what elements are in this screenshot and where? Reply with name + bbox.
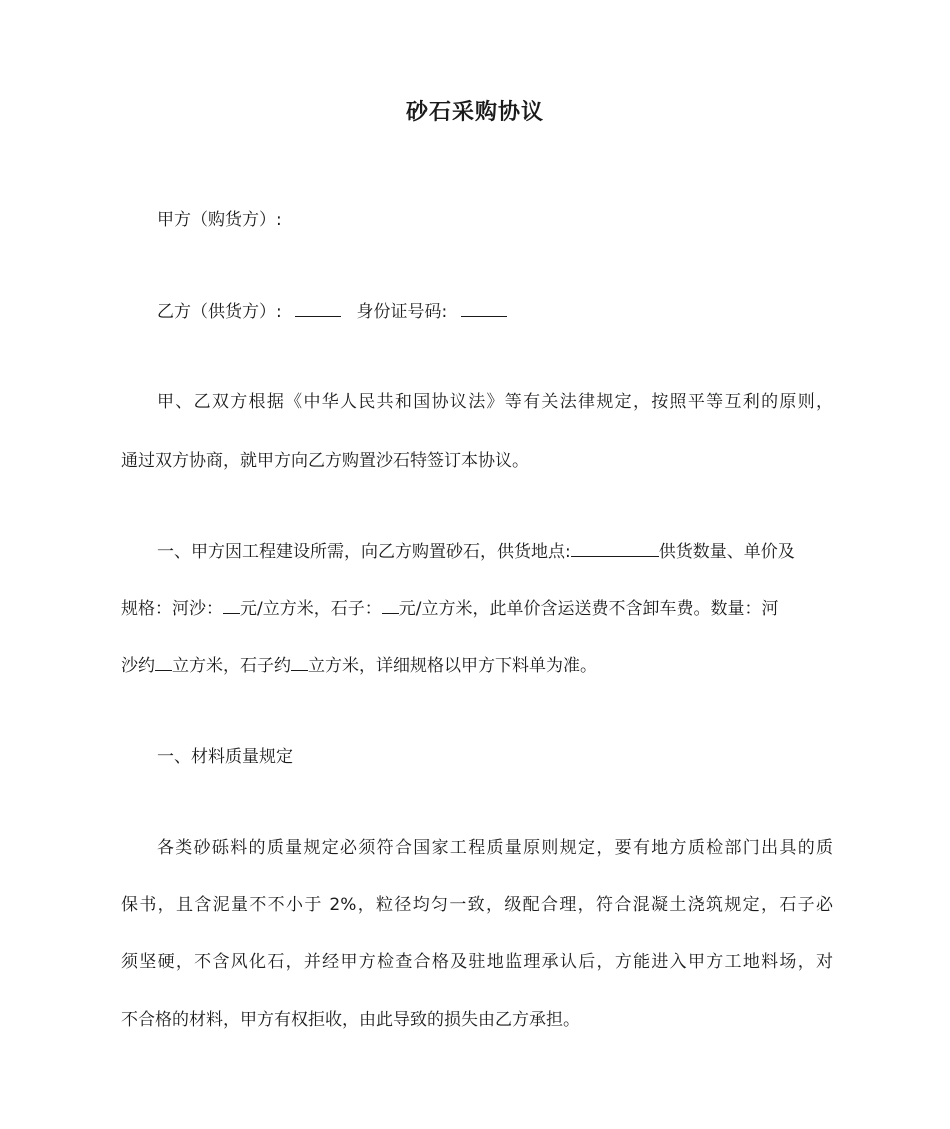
stone-quantity-blank (291, 653, 308, 671)
clause1-text-d: 元/立方米，石子： (240, 599, 382, 619)
party-b-id-label: 身份证号码: (356, 302, 448, 322)
party-a-label: 甲方（购货方）: (157, 210, 282, 230)
clause1-text-b: 供货数量、单价及 (658, 542, 795, 562)
party-b-name-blank (295, 299, 341, 317)
stone-price-blank (382, 596, 399, 614)
quality-line-3: 须坚硬，不含风化石，并经甲方检查合格及驻地监理承认后，方能进入甲方工地料场，对 (121, 952, 833, 972)
clause1-line-2 (121, 596, 833, 621)
party-b-id-blank (461, 299, 507, 317)
intro-line-2: 通过双方协商，就甲方向乙方购置沙石特签订本协议。 (121, 451, 529, 471)
clause1-text-h: 立方米，详细规格以甲方下料单为准。 (308, 656, 597, 676)
party-b-label: 乙方（供货方）: (157, 302, 282, 322)
clause1-line-3 (121, 653, 833, 678)
clause1-text-e: 元/立方米，此单价含运送费不含卸车费。数量：河 (398, 599, 779, 619)
sand-quantity-blank (155, 653, 172, 671)
intro-line-1: 甲、乙双方根据《中华人民共和国协议法》等有关法律规定，按照平等互利的原则， (157, 392, 833, 412)
party-b-line (157, 299, 833, 324)
quality-line-4: 不合格的材料，甲方有权拒收，由此导致的损失由乙方承担。 (121, 1010, 580, 1030)
document-title: 砂石采购协议 (405, 100, 544, 125)
clause1-text-f: 沙约 (121, 656, 155, 676)
clause1-line-1 (157, 539, 833, 564)
clause1-text-a: 一、甲方因工程建设所需，向乙方购置砂石，供货地点: (157, 542, 571, 562)
clause1-text-g: 立方米，石子约 (172, 656, 291, 676)
delivery-location-blank (571, 539, 659, 557)
party-a-line (157, 208, 833, 232)
quality-heading: 一、材料质量规定 (157, 747, 293, 767)
quality-line-2: 保书，且含泥量不不小于 2%，粒径均匀一致，级配合理，符合混凝土浇筑规定，石子必 (121, 895, 833, 915)
quality-line-1: 各类砂砾料的质量规定必须符合国家工程质量原则规定，要有地方质检部门出具的质 (157, 838, 833, 858)
clause1-text-c: 规格：河沙： (121, 599, 223, 619)
sand-price-blank (223, 596, 240, 614)
